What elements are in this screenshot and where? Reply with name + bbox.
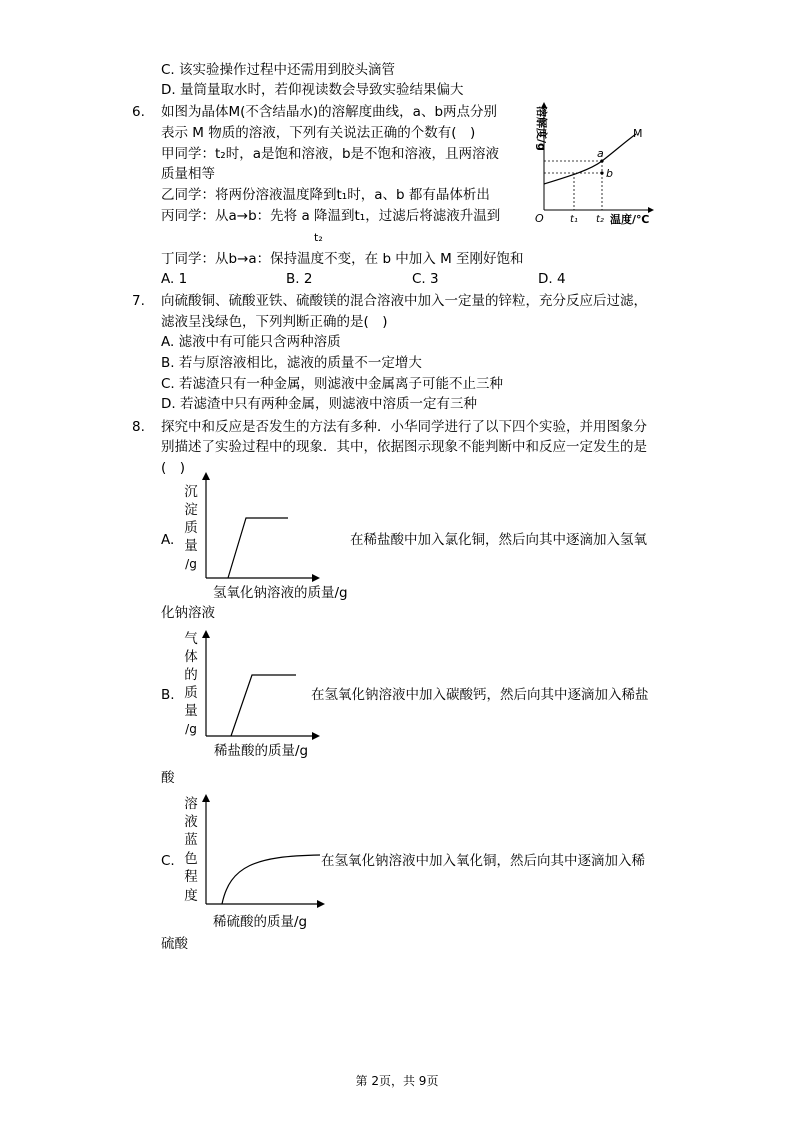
option-a-description-cont: 化钠溶液	[161, 605, 215, 621]
option-b-y-char: 质	[184, 685, 198, 701]
option-c-x-label: 稀硫酸的质量/g	[213, 914, 308, 930]
question-7-line2: 滤液呈浅绿色，下列判断正确的是( )	[161, 314, 388, 330]
option-b-description-cont: 酸	[161, 770, 175, 786]
option-c-y-char: 蓝	[184, 832, 198, 848]
option-b-x-label: 稀盐酸的质量/g	[214, 743, 309, 759]
option-a-y-char: 质	[184, 520, 198, 536]
option-c-description-cont: 硫酸	[161, 936, 188, 952]
question-8-line3: ( )	[161, 460, 186, 476]
question-7-option-b: B. 若与原溶液相比，滤液的质量不一定增大	[161, 355, 422, 371]
question-7-line1: 向硫酸铜、硫酸亚铁、硫酸镁的混合溶液中加入一定量的锌粒，充分反应后过滤，	[161, 293, 647, 309]
question-6-line5: 乙同学：将两份溶液温度降到t₁时，a、b 都有晶体析出	[161, 187, 490, 203]
question-8-number: 8.	[132, 419, 145, 435]
option-a-x-label: 氢氧化钠溶液的质量/g	[213, 585, 348, 601]
option-b-y-char: 量	[184, 703, 198, 719]
question-6-option-b: B. 2	[286, 271, 313, 287]
option-c-y-char: 色	[184, 851, 198, 867]
option-b-graph	[200, 628, 320, 743]
option-b-y-char: 气	[184, 631, 198, 647]
option-a-y-char: 量	[184, 538, 198, 554]
option-a-y-char: /g	[185, 557, 197, 571]
option-b-letter: B.	[161, 687, 175, 703]
question-6-line2: 表示 M 物质的溶液，下列有关说法正确的个数有( )	[161, 125, 476, 141]
option-c-graph	[200, 792, 325, 910]
option-c-description: 在氢氧化钠溶液中加入氧化铜，然后向其中逐滴加入稀	[321, 853, 645, 869]
option-a-description: 在稀盐酸中加入氯化铜，然后向其中逐滴加入氢氧	[350, 532, 647, 548]
page-footer: 第 2页，共 9页	[355, 1074, 439, 1088]
graph-x-label: 温度/℃	[610, 213, 650, 226]
solubility-graph	[520, 100, 660, 230]
graph-t1: t₁	[570, 214, 578, 225]
graph-origin: O	[535, 212, 544, 225]
graph-t2: t₂	[596, 214, 604, 225]
question-7-option-c: C. 若滤渣只有一种金属，则滤液中金属离子可能不止三种	[161, 376, 504, 392]
option-b-y-char: 的	[184, 667, 198, 683]
graph-point-a: a	[597, 147, 604, 160]
question-6-line1: 如图为晶体M(不含结晶水)的溶解度曲线，a、b两点分别	[161, 104, 498, 120]
question-8-line1: 探究中和反应是否发生的方法有多种．小华同学进行了以下四个实验，并用图象分	[161, 419, 647, 435]
question-7-option-a: A. 滤液中有可能只含两种溶质	[161, 334, 341, 350]
option-a-letter: A.	[161, 532, 175, 548]
question-8-line2: 别描述了实验过程中的现象．其中，依据图示现象不能判断中和反应一定发生的是	[161, 439, 647, 455]
option-a-y-char: 淀	[184, 502, 198, 518]
option-d-prev: D. 量筒量取水时，若仰视读数会导致实验结果偏大	[161, 82, 464, 98]
option-b-y-char: /g	[185, 722, 197, 736]
question-6-line6: 丙同学：从a→b：先将 a 降温到t₁，过滤后将滤液升温到	[161, 208, 501, 224]
graph-y-label: 溶解度/g	[535, 106, 548, 151]
option-a-y-char: 沉	[184, 484, 198, 500]
option-c-y-char: 度	[184, 888, 198, 904]
question-6-option-c: C. 3	[412, 271, 439, 287]
option-c-prev: C. 该实验操作过程中还需用到胶头滴管	[161, 62, 396, 78]
question-6-number: 6.	[132, 104, 145, 120]
graph-point-b: b	[606, 167, 613, 180]
question-6-line3: 甲同学：t₂时，a是饱和溶液，b是不饱和溶液，且两溶液	[161, 146, 500, 162]
option-b-description: 在氢氧化钠溶液中加入碳酸钙，然后向其中逐滴加入稀盐	[311, 687, 649, 703]
question-6-line7: 丁同学：从b→a：保持温度不变，在 b 中加入 M 至刚好饱和	[161, 251, 524, 267]
question-7-option-d: D. 若滤渣中只有两种金属，则滤液中溶质一定有三种	[161, 396, 477, 412]
question-6-option-d: D. 4	[538, 271, 566, 287]
question-6-option-a: A. 1	[161, 271, 188, 287]
option-c-y-char: 程	[184, 869, 198, 885]
option-c-y-char: 溶	[184, 796, 198, 812]
option-c-y-char: 液	[184, 814, 198, 830]
question-6-line4: 质量相等	[161, 166, 215, 182]
option-c-letter: C.	[161, 853, 175, 869]
option-b-y-char: 体	[184, 649, 198, 665]
option-a-graph	[200, 470, 320, 585]
question-7-number: 7.	[132, 293, 145, 309]
question-6-line6-sub: t₂	[314, 231, 323, 244]
graph-curve-label: M	[633, 127, 643, 140]
